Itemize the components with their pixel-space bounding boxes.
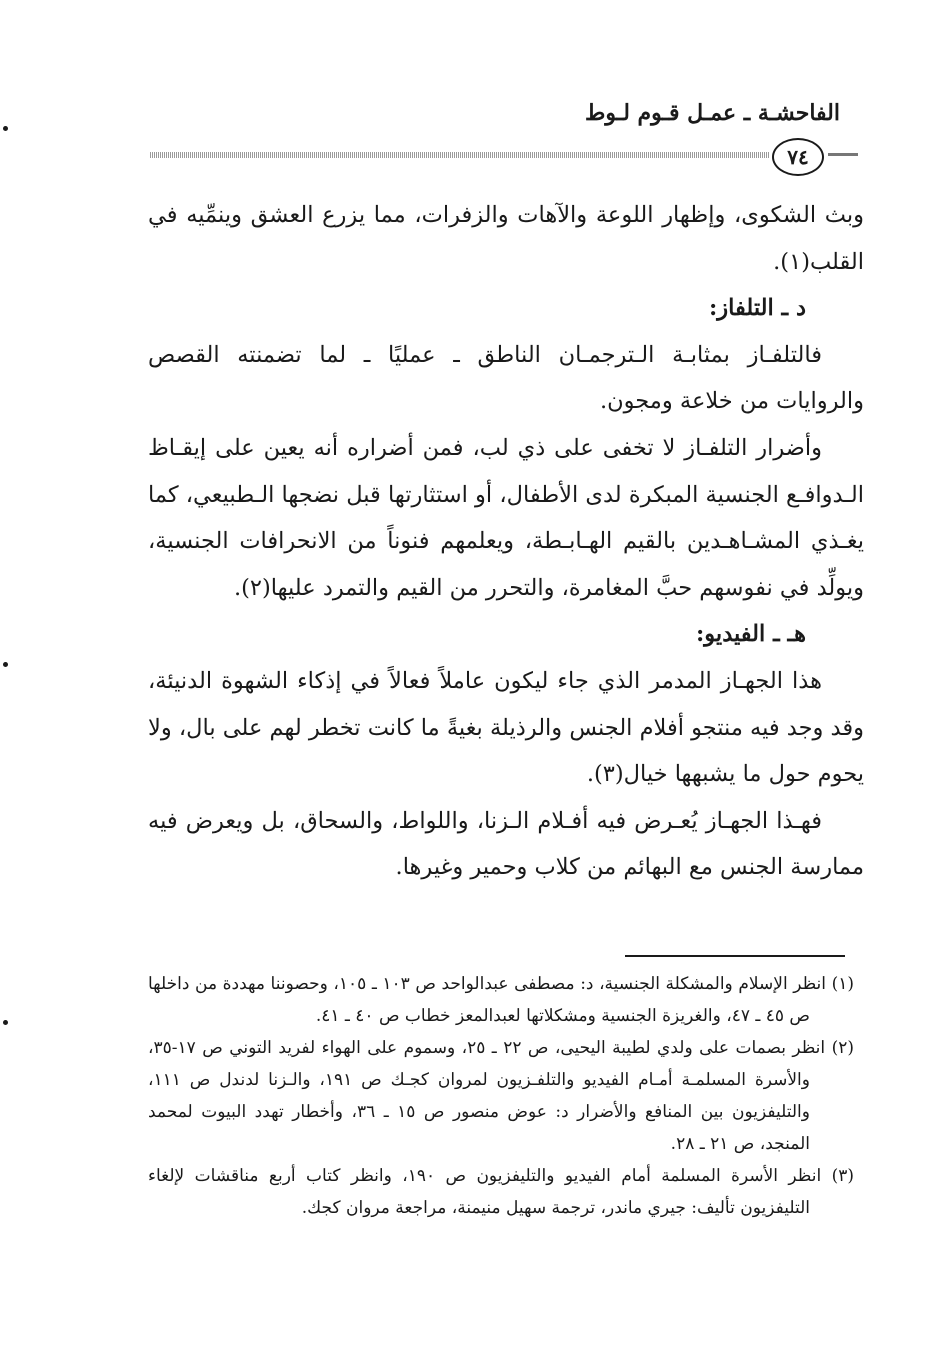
footnotes [148, 968, 854, 1224]
page-number: ٧٤ [772, 138, 824, 176]
footnote-3: (٣) انظر الأسرة المسلمة أمام الفيديو والتليفزيون ص ١٩٠، وانظر كتاب أربع مناقشات لإلغاء التليفزيون تأليف: جيري ماندر، ترجمة سهيل منيمنة، مراجعة مروان كجك. [148, 1166, 854, 1218]
running-title: الفاحشـة ـ عمـل قـوم لـوط [585, 100, 840, 126]
header-rule [150, 152, 770, 158]
page-header [120, 100, 840, 126]
scan-edge-mark [3, 126, 8, 131]
body-text [148, 192, 864, 891]
subheading-video: هـ ـ الفيديو: [696, 621, 806, 648]
paragraph-4: هذا الجهـاز المدمر الذي جاء ليكون عاملاً فعالاً في إذكاء الشهوة الدنيئة، وقد وجد فيه منتجو أفلام الجنس والرذيلة بغيةً ما كانت تخطر لهم على بال، ولا يحوم حول ما يشبهها خيال(٣). [148, 667, 864, 788]
footnote-2: (٢) انظر بصمات على ولدي لطيبة اليحيى، ص ٢٢ ـ ٢٥، وسموم على الهواء لفريد التوني ص ١٧-٣٥، والأسرة المسلمـة أمـام الفيديو والتلفـزيون لمروان كجـك ص ١٩١، والـزنا لدندل ص ١١١، والتليفزيون بين المنافع والأضرار د: عوض منصور ص ١٥ ـ ٣٦، وأخطار تهدد البيوت لمحمد المنجد، ص ٢١ ـ ٢٨. [148, 1038, 854, 1154]
paragraph-5: فهـذا الجهـاز يُعـرض فيه أفـلام الـزنا، واللواط، والسحاق، بل ويعرض فيه ممارسة الجنس مع البهائم من كلاب وحمير وغيرها. [148, 807, 864, 881]
subheading-tv: د ـ التلفاز: [708, 295, 806, 322]
paragraph-3: وأضرار التلفـاز لا تخفى على ذي لب، فمن أضراره أنه يعين على إيقـاظ الـدوافـع الجنسية المبكرة لدى الأطفال، أو استثارتها قبل نضجها الـطبيعي، كما يغـذي المشـاهـدين بالقيم الهـابـطة، ويعلمهم فنوناً من الانحرافات الجنسية، ويولِّد في نفوسهم حبَّ المغامرة، والتحرر من القيم والتمرد عليها(٢). [148, 434, 864, 601]
scan-edge-mark [3, 662, 8, 667]
paragraph-1: وبث الشكوى، وإظهار اللوعة والآهات والزفرات، مما يزرع العشق وينمِّيه في القلب(١). [148, 202, 864, 275]
footnote-1: (١) انظر الإسلام والمشكلة الجنسية، د: مصطفى عبدالواحد ص ١٠٣ ـ ١٠٥، وحصوننا مهددة من داخلها ص ٤٥ ـ ٤٧، والغريزة الجنسية ومشكلاتها لعبدالمعز خطاب ص ٤٠ ـ ٤١. [148, 974, 854, 1026]
header-rule-short [828, 153, 858, 156]
footnote-separator [625, 955, 845, 957]
scan-edge-mark [3, 1020, 8, 1025]
paragraph-2: فالتلفـاز بمثابـة الـترجمـان الناطق ـ عمليًا ـ لما تضمنته القصص والروايات من خلاعة ومجون. [148, 341, 864, 415]
